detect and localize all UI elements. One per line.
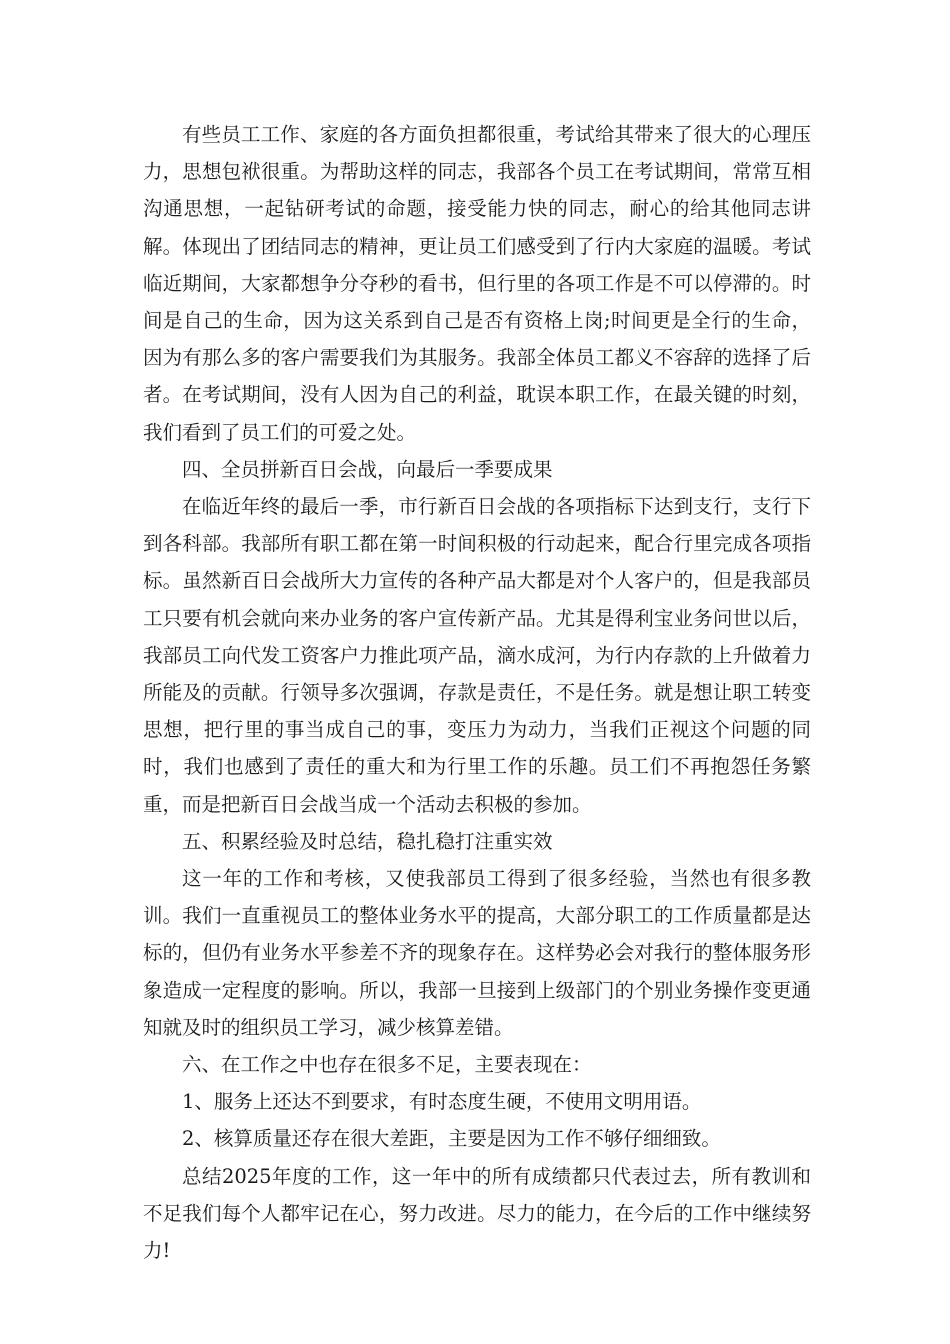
paragraph-exam-pressure: 有些员工工作、家庭的各方面负担都很重，考试给其带来了很大的心理压力，思想包袱很重。为帮助这样的同志，我部各个员工在考试期间，常常互相沟通思想，一起钻研考试的命题，接受能力快的同志，耐心的给其他同志讲解。体现出了团结同志的精神，更让员工们感受到了行内大家庭的温暖。考试临近期间，大家都想争分夺秒的看书，但行里的各项工作是不可以停滞的。时间是自己的生命，因为这关系到自己是否有资格上岗;时间更是全行的生命，因为有那么多的客户需要我们为其服务。我部全体员工都义不容辞的选择了后者。在考试期间，没有人因为自己的利益，耽误本职工作，在最关键的时刻，我们看到了员工们的可爱之处。 xyxy=(143,123,811,444)
section-heading-5: 五、积累经验及时总结，稳扎稳打注重实效 xyxy=(182,829,553,853)
list-item-accounting: 2、核算质量还存在很大差距，主要是因为工作不够仔细细致。 xyxy=(182,1127,721,1151)
section-heading-4: 四、全员拼新百日会战，向最后一季要成果 xyxy=(182,457,553,481)
document-body xyxy=(143,116,811,1269)
paragraph-hundred-day-campaign: 在临近年终的最后一季，市行新百日会战的各项指标下达到支行，支行下到各科部。我部所有职工都在第一时间积极的行动起来，配合行里完成各项指标。虽然新百日会战所大力宣传的各种产品大都是对个人客户的，但是我部员工只要有机会就向来办业务的客户宣传新产品。尤其是得利宝业务问世以后，我部员工向代发工资客户力推此项产品，滴水成河，为行内存款的上升做着力所能及的贡献。行领导多次强调，存款是责任，不是任务。就是想让职工转变思想，把行里的事当成自己的事，变压力为动力，当我们正视这个问题的同时，我们也感到了责任的重大和为行里工作的乐趣。员工们不再抱怨任务繁重，而是把新百日会战当成一个活动去积极的参加。 xyxy=(143,495,811,816)
list-item-service: 1、服务上还达不到要求，有时态度生硬，不使用文明用语。 xyxy=(182,1090,702,1114)
paragraph-conclusion: 总结2025年度的工作，这一年中的所有成绩都只代表过去，所有教训和不足我们每个人都牢记在心，努力改进。尽力的能力，在今后的工作中继续努力! xyxy=(143,1164,811,1263)
section-heading-6: 六、在工作之中也存在很多不足，主要表现在： xyxy=(182,1053,592,1077)
paragraph-experience-summary: 这一年的工作和考核，又使我部员工得到了很多经验，当然也有很多教训。我们一直重视员工的整体业务水平的提高，大部分职工的工作质量都是达标的，但仍有业务水平参差不齐的现象存在。这样势必会对我行的整体服务形象造成一定程度的影响。所以，我部一旦接到上级部门的个别业务操作变更通知就及时的组织员工学习，减少核算差错。 xyxy=(143,867,811,1039)
